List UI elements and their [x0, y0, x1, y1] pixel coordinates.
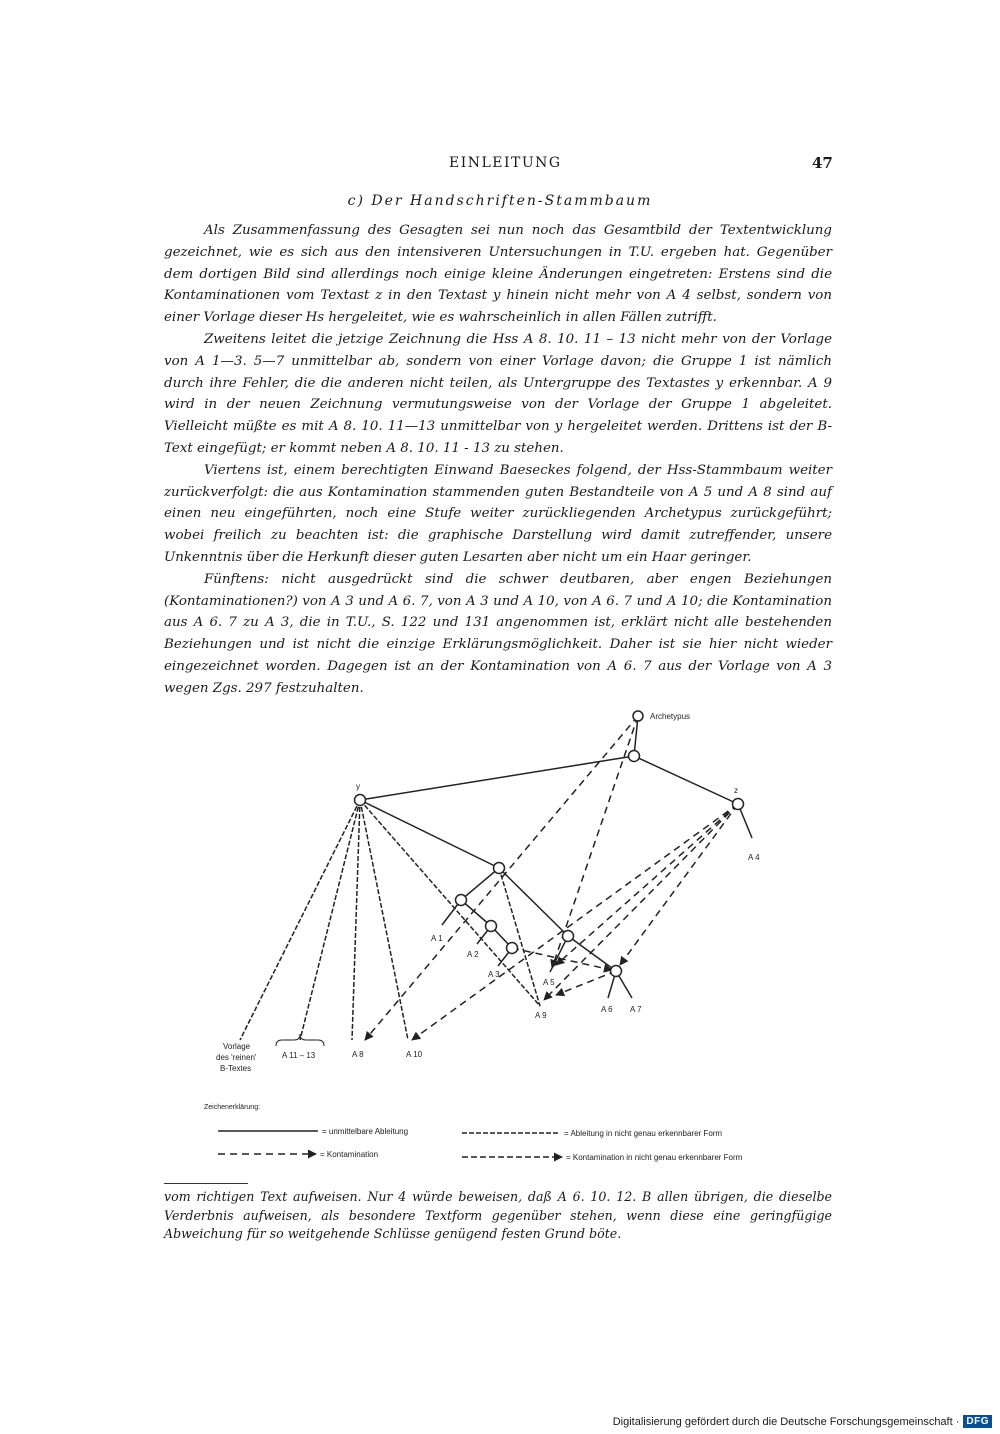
node-n4 [507, 943, 518, 954]
label-a7: A 7 [630, 1005, 642, 1014]
contam-n4-n6 [512, 948, 612, 970]
footnote: vom richtigen Text aufweisen. Nur 4 würde beweisen, daß A 6. 10. 12. B allen übrigen, die dieselbe Verderbnis aufweisen, als besondere Textform gegenüber stehen, wenn diese eine geringfügige Abweichung für so weitgehende Schlüsse genügend festen Grund böte. [164, 1189, 832, 1241]
label-archetypus: Archetypus [650, 712, 691, 721]
edge-n5-n6 [568, 936, 616, 971]
legend-uncertain-contamination: = Kontamination in nicht genau erkennbarer Form [566, 1153, 743, 1162]
node-n3 [486, 921, 497, 932]
paragraph-3: Viertens ist, einem berechtigten Einwand Baeseckes folgend, der Hss-Stammbaum weiter zurückverfolgt: die aus Kontamination stammenden guten Bestandteile von A 5 und A 8 sind auf einen neu eingeführten, noch eine Stufe weiter zurückliegenden Archetypus zurückgeführt; wobei freilich zu beachten ist: die graphische Darstellung wird damit zutreffender, unsere Unkenntnis über die Herkunft dieser guten Lesarten aber nicht um ein Haar geringer. [164, 462, 832, 565]
contam-arch-a5 [552, 716, 638, 968]
section-heading: c) Der Handschriften-Stammbaum [347, 193, 653, 209]
edge-root-y [360, 756, 634, 800]
stemma-diagram [195, 700, 815, 1090]
paragraph-4: Fünftens: nicht ausgedrückt sind die schwer deutbaren, aber engen Beziehungen (Kontaminationen?) von A 3 und A 6. 7, von A 3 und A 10, von A 6. 7 und A 10; die Kontamination aus A 6. 7 zu A 3, die in T.U., S. 122 und 131 angenommen ist, erklärt nicht alle bestehenden Beziehungen und ist nicht die einzige Erklärungsmöglichkeit. Daher ist sie hier nicht wieder eingezeichnet worden. Dagegen ist an der Kontamination von A 6. 7 aus der Vorlage von A 3 wegen Zgs. 297 festzuhalten. [164, 571, 832, 696]
contam-z-a9 [544, 804, 738, 1000]
label-a9: A 9 [535, 1011, 547, 1020]
contam-n6-a5 [556, 971, 616, 995]
label-a2: A 2 [467, 950, 479, 959]
footer-credit-text: Digitalisierung gefördert durch die Deutsche Forschungsgemeinschaft · [612, 1415, 960, 1428]
label-a10: A 10 [406, 1050, 423, 1059]
label-vorlage-2: des 'reinen' [216, 1053, 257, 1062]
legend [198, 1095, 818, 1175]
edge-y-a11-13 [300, 800, 360, 1040]
node-n1 [494, 863, 505, 874]
paragraph-2: Zweitens leitet die jetzige Zeichnung die Hss A 8. 10. 11 – 13 nicht mehr von der Vorlage von A 1—3. 5—7 unmittelbar ab, sondern von einer Vorlage davon; die Gruppe 1 ist nämlich durch ihre Fehler, die die anderen nicht teilen, als Untergruppe des Textastes y erkennbar. A 9 wird in der neuen Zeichnung vermutungsweise von der Vorlage der Gruppe 1 abgeleitet. Vielleicht müßte es mit A 8. 10. 11—13 unmittelbar von y hergeleitet werden. Drittens ist der B-Text eingefügt; er kommt neben A 8. 10. 11 - 13 zu stehen. [164, 331, 832, 456]
label-a3: A 3 [488, 970, 500, 979]
contam-z-a10 [412, 804, 738, 1040]
node-z [733, 799, 744, 810]
edge-y-a8 [352, 800, 360, 1040]
label-a5: A 5 [543, 978, 555, 987]
label-a8: A 8 [352, 1050, 364, 1059]
label-vorlage-1: Vorlage [223, 1042, 251, 1051]
node-n6 [611, 966, 622, 977]
running-title: EINLEITUNG [449, 155, 562, 171]
dfg-logo: DFG [963, 1415, 992, 1428]
label-vorlage-3: B-Textes [220, 1064, 252, 1073]
running-head [0, 155, 1000, 177]
legend-uncertain-derivation: = Ableitung in nicht genau erkennbarer Form [564, 1129, 723, 1138]
footnote-rule [164, 1183, 248, 1184]
node-n2 [456, 895, 467, 906]
label-a6: A 6 [601, 1005, 613, 1014]
contam-z-n6 [620, 804, 738, 965]
label-a1: A 1 [431, 934, 443, 943]
node-y [355, 795, 366, 806]
label-a11-13: A 11 – 13 [282, 1051, 316, 1060]
node-archetypus [633, 711, 643, 721]
edge-y-vorlage [240, 800, 360, 1040]
legend-title: Zeichenerklärung: [204, 1104, 261, 1111]
page-number: 47 [812, 154, 833, 172]
edge-y-a10 [360, 800, 408, 1040]
edge-y-a9 [360, 800, 540, 1006]
body-text [164, 220, 832, 700]
label-a4: A 4 [748, 853, 760, 862]
legend-direct: = unmittelbare Ableitung [322, 1127, 409, 1136]
paragraph-1: Als Zusammenfassung des Gesagten sei nun noch das Gesamtbild der Textentwicklung gezeichnet, wie es sich aus den intensiveren Untersuchungen in T.U. ergeben hat. Gegenüber dem dortigen Bild sind allerdings noch einige kleine Änderungen eingetreten: Erstens sind die Kontaminationen vom Textast z in den Textast y hinein nicht mehr von A 4 selbst, sondern von einer Vorlage dieser Hs hergeleitet, wie es wahrscheinlich in allen Fällen zutrifft. [164, 223, 832, 326]
edge-y-n1 [360, 800, 499, 868]
footer-credit [613, 1415, 992, 1428]
node-n5 [563, 931, 574, 942]
edge-root-z [634, 756, 738, 804]
contam-z-a5 [556, 804, 738, 965]
legend-contamination: = Kontamination [320, 1150, 379, 1159]
edge-n1-n2 [461, 868, 499, 900]
label-z: z [734, 786, 738, 795]
label-y: y [356, 782, 360, 791]
node-root [629, 751, 640, 762]
